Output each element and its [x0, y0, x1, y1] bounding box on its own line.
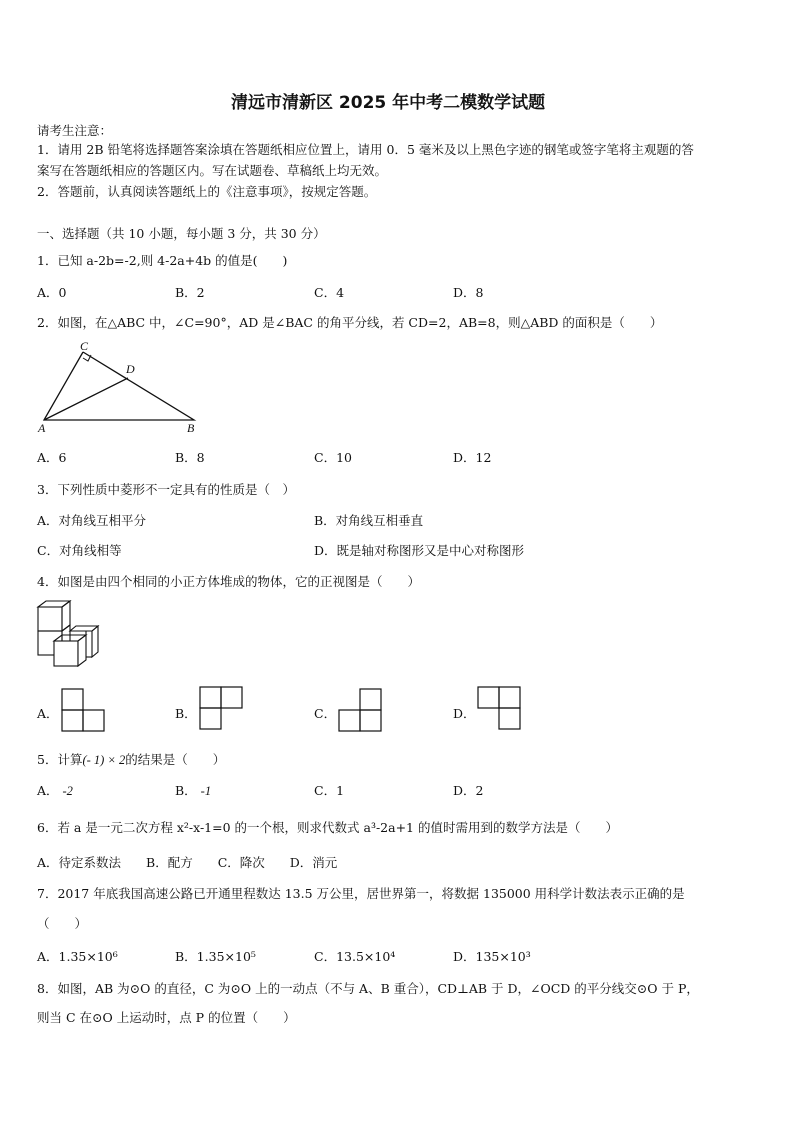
option-d-view — [477, 686, 522, 731]
section-heading: 一、选择题（共 10 小题，每小题 3 分，共 30 分） — [37, 226, 326, 241]
question-3-stem: 3．下列性质中菱形不一定具有的性质是（ ） — [37, 482, 295, 497]
question-5-option-b-label: B． — [175, 783, 197, 798]
cube-stack-figure — [36, 601, 106, 671]
notice-line-2: 案写在答题纸相应的答题区内。写在试题卷、草稿纸上均无效。 — [37, 163, 388, 178]
question-5-option-a-value: -2 — [62, 784, 73, 798]
notice-heading: 请考生注意： — [37, 123, 113, 138]
label-c: C — [80, 339, 89, 353]
question-7-option-d: D．135×10³ — [453, 949, 531, 964]
question-3-option-d: D．既是轴对称图形又是中心对称图形 — [314, 543, 525, 558]
question-5-prefix: 5．计算 — [37, 752, 83, 767]
question-4-option-a-label: A． — [37, 706, 59, 721]
question-7-stem-line-2: （ ） — [37, 916, 88, 931]
notice-line-1: 1．请用 2B 铅笔将选择题答案涂填在答题纸相应位置上，请用 0．5 毫米及以上黑色字迹的钢笔或签字笔将主观题的答 — [37, 142, 694, 157]
question-2-option-c: C．10 — [314, 450, 352, 465]
question-5-option-b — [175, 781, 211, 799]
question-2-option-a: A．6 — [37, 450, 67, 465]
question-1-option-b: B．2 — [175, 285, 205, 300]
question-5-expression: (- 1) × 2 — [82, 753, 126, 767]
question-5-suffix: 的结果是（ ） — [125, 752, 226, 767]
question-8-stem-line-1: 8．如图，AB 为⊙O 的直径，C 为⊙O 上的一动点（不与 A、B 重合），CD⊥AB 于 D，∠OCD 的平分线交⊙O 于 P， — [37, 981, 699, 996]
question-1-option-a: A．0 — [37, 285, 67, 300]
question-4-option-b-label: B． — [175, 706, 197, 721]
question-4-option-c-label: C． — [314, 706, 337, 721]
question-7-option-a: A．1.35×10⁶ — [37, 949, 118, 964]
question-7-option-b: B．1.35×10⁵ — [175, 949, 256, 964]
question-1-stem: 1．已知 a-2b=-2,则 4-2a+4b 的值是( ) — [37, 253, 288, 268]
question-7-stem-line-1: 7．2017 年底我国高速公路已开通里程数达 13.5 万公里，居世界第一，将数据 135000 用科学计数法表示正确的是 — [37, 886, 685, 901]
question-6-stem: 6．若 a 是一元二次方程 x²-x-1=0 的一个根，则求代数式 a³-2a+1 的值时需用到的数学方法是（ ） — [37, 820, 618, 835]
question-8-stem-line-2: 则当 C 在⊙O 上运动时，点 P 的位置（ ） — [37, 1010, 296, 1025]
question-5-option-d: D．2 — [453, 783, 484, 798]
question-2-option-d: D．12 — [453, 450, 492, 465]
option-c-view — [338, 688, 383, 733]
option-a-view — [61, 688, 106, 733]
question-6-options: A．待定系数法 B．配方 C．降次 D．消元 — [37, 855, 338, 870]
triangle-figure — [32, 340, 202, 435]
question-5-option-a-label: A． — [37, 783, 59, 798]
label-b: B — [187, 421, 195, 435]
notice-line-3: 2．答题前，认真阅读答题纸上的《注意事项》，按规定答题。 — [37, 184, 377, 199]
question-1-option-c: C．4 — [314, 285, 345, 300]
question-5-stem — [37, 750, 225, 768]
question-5-option-a — [37, 781, 73, 799]
question-5-option-b-value: -1 — [200, 784, 212, 798]
question-3-option-c: C．对角线相等 — [37, 543, 122, 558]
option-b-view — [199, 686, 244, 731]
question-3-option-b: B．对角线互相垂直 — [314, 513, 424, 528]
question-4-option-d-label: D． — [453, 706, 476, 721]
page-title: 清远市清新区 2025 年中考二模数学试题 — [231, 93, 546, 113]
question-3-option-a: A．对角线互相平分 — [37, 513, 147, 528]
question-5-option-c: C．1 — [314, 783, 345, 798]
label-a: A — [38, 421, 46, 435]
question-7-option-c: C．13.5×10⁴ — [314, 949, 396, 964]
question-2-option-b: B．8 — [175, 450, 205, 465]
question-4-stem: 4．如图是由四个相同的小正方体堆成的物体，它的正视图是（ ） — [37, 574, 420, 589]
label-d: D — [126, 362, 135, 376]
question-1-option-d: D．8 — [453, 285, 484, 300]
triangle-abc — [44, 352, 194, 420]
question-2-stem: 2．如图，在△ABC 中，∠C=90°，AD 是∠BAC 的角平分线，若 CD=2，AB=8，则△ABD 的面积是（ ） — [37, 315, 663, 330]
